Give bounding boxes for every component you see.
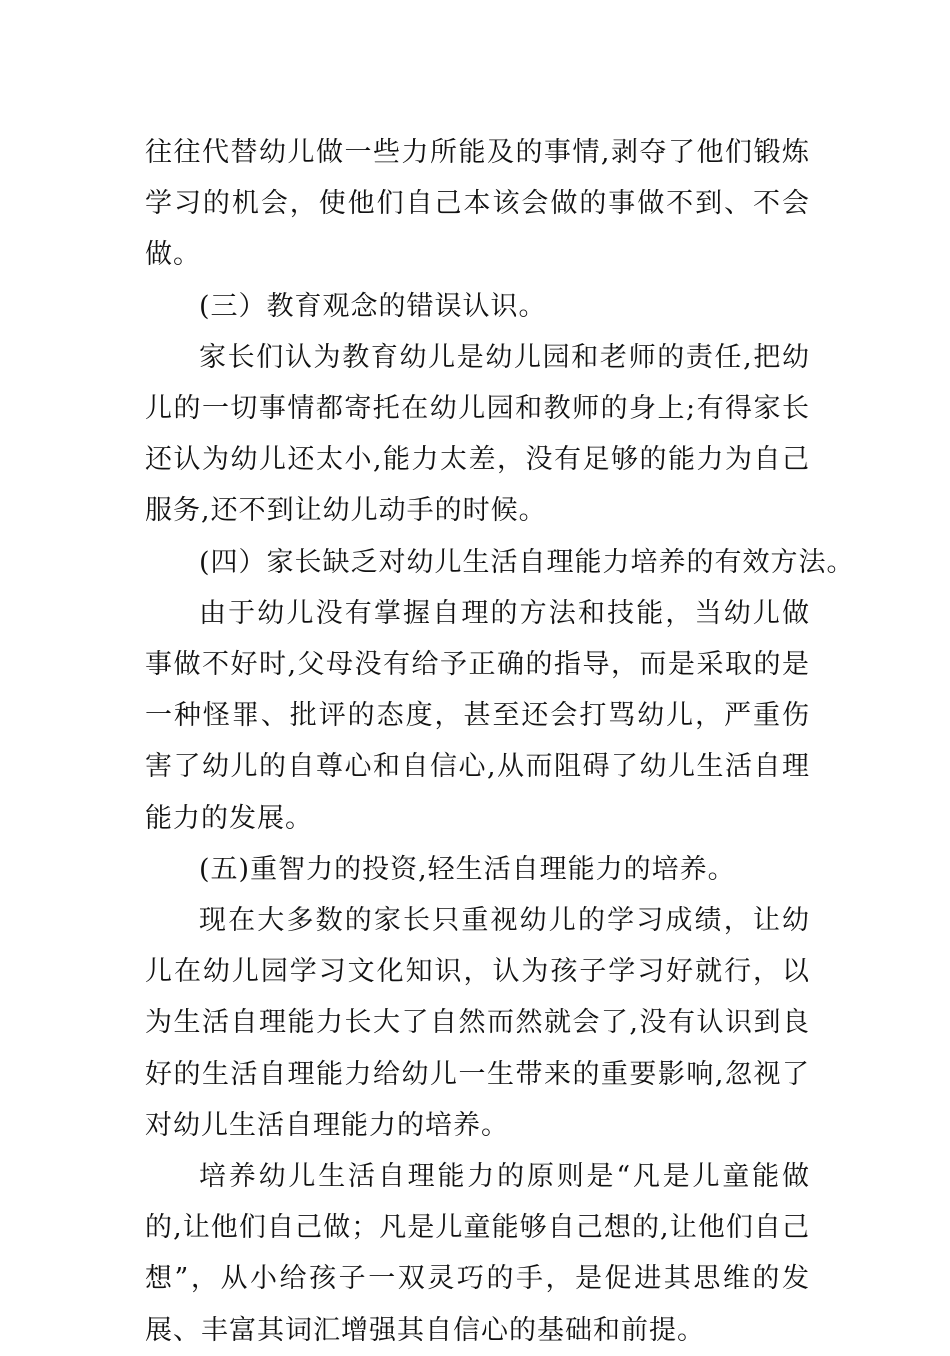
paragraph-section-5: 现在大多数的家长只重视幼儿的学习成绩，让幼儿在幼儿园学习文化知识，认为孩子学习好就行，以为生活自理能力长大了自然而然就会了,没有认识到良好的生活自理能力给幼儿一生带来的重要影响,忽视了对幼儿生活自理能力的培养。 [145, 905, 810, 1141]
paragraph-section-4: 由于幼儿没有掌握自理的方法和技能，当幼儿做事做不好时,父母没有给予正确的指导，而是采取的是一种怪罪、批评的态度，甚至还会打骂幼儿，严重伤害了幼儿的自尊心和自信心,从而阻碍了幼儿生活自理能力的发展。 [145, 597, 810, 834]
section-heading-3: (三）教育观念的错误认识。 [199, 290, 547, 322]
section-heading-5: (五)重智力的投资,轻生活自理能力的培养。 [199, 853, 736, 885]
section-heading-4: (四）家长缺乏对幼儿生活自理能力培养的有效方法。 [199, 546, 855, 578]
paragraph-section-3: 家长们认为教育幼儿是幼儿园和老师的责任,把幼儿的一切事情都寄托在幼儿园和教师的身上;有得家长还认为幼儿还太小,能力太差，没有足够的能力为自己服务,还不到让幼儿动手的时候。 [145, 341, 810, 527]
paragraph-continuation: 往往代替幼儿做一些力所能及的事情,剥夺了他们锻炼学习的机会，使他们自己本该会做的事做不到、不会做。 [145, 137, 810, 271]
paragraph-principle: 培养幼儿生活自理能力的原则是“凡是儿童能做的,让他们自己做；凡是儿童能够自己想的,让他们自己想”，从小给孩子一双灵巧的手，是促进其思维的发展、丰富其词汇增强其自信心的基础和前提。 [145, 1161, 810, 1346]
document-body [145, 127, 855, 1356]
